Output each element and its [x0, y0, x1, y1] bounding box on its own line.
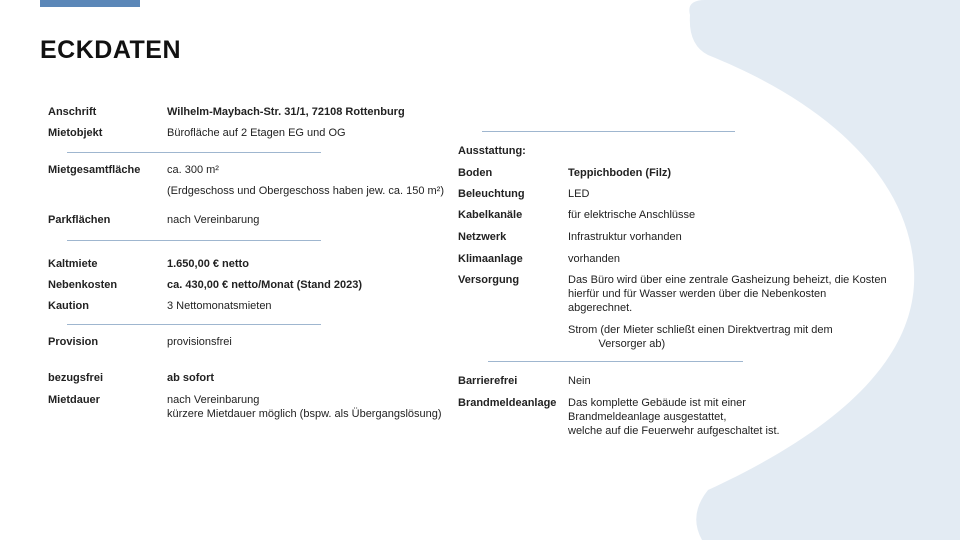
- value: LED: [568, 188, 590, 200]
- page-title: ECKDATEN: [40, 36, 182, 64]
- value: nach Vereinbarung: [167, 214, 260, 226]
- value: Das Büro wird über eine zentrale Gasheizung beheizt, die Kosten hierfür und für Wasser werden über die Nebenkosten abgerechnet.: [568, 274, 887, 314]
- value: Bürofläche auf 2 Etagen EG und OG: [167, 127, 346, 139]
- separator: [67, 152, 321, 153]
- label: Brandmeldeanlage: [458, 397, 557, 409]
- label: Mietdauer: [48, 394, 100, 406]
- label: Kaution: [48, 300, 89, 312]
- label: Klimaanlage: [458, 253, 523, 265]
- value: ab sofort: [167, 372, 215, 384]
- label: Mietobjekt: [48, 127, 103, 139]
- label: Parkflächen: [48, 214, 111, 226]
- separator: [482, 131, 735, 132]
- accent-bar: [40, 0, 140, 7]
- label: Boden: [458, 167, 493, 179]
- value: nach Vereinbarung kürzere Mietdauer möglich (bspw. als Übergangslösung): [167, 394, 442, 420]
- value: Teppichboden (Filz): [568, 167, 672, 179]
- separator: [488, 361, 743, 362]
- value: Strom (der Mieter schließt einen Direktvertrag mit dem Versorger ab): [568, 324, 833, 350]
- value: Nein: [568, 375, 591, 387]
- value: für elektrische Anschlüsse: [568, 209, 696, 221]
- separator: [67, 240, 321, 241]
- label: Mietgesamtfläche: [48, 164, 141, 176]
- value: Infrastruktur vorhanden: [568, 231, 682, 243]
- label: Barrierefrei: [458, 375, 518, 387]
- label: Nebenkosten: [48, 279, 118, 291]
- label: Provision: [48, 336, 99, 348]
- label: Anschrift: [48, 106, 97, 118]
- separator: [67, 324, 321, 325]
- value: ca. 300 m²: [167, 164, 219, 176]
- value: Wilhelm-Maybach-Str. 31/1, 72108 Rottenburg: [167, 106, 405, 118]
- value: (Erdgeschoss und Obergeschoss haben jew. ca. 150 m²): [167, 185, 444, 197]
- value: vorhanden: [568, 253, 620, 265]
- label: bezugsfrei: [48, 372, 104, 384]
- value: ca. 430,00 € netto/Monat (Stand 2023): [167, 279, 363, 291]
- label: Netzwerk: [458, 231, 507, 243]
- label: Kabelkanäle: [458, 209, 523, 221]
- label: Beleuchtung: [458, 188, 525, 200]
- label: Kaltmiete: [48, 258, 98, 270]
- value: 3 Nettomonatsmieten: [167, 300, 272, 312]
- label: Ausstattung:: [458, 145, 526, 157]
- value: 1.650,00 € netto: [167, 258, 249, 270]
- label: Versorgung: [458, 274, 520, 286]
- value: provisionsfrei: [167, 336, 232, 348]
- value: Das komplette Gebäude ist mit einer Brandmeldeanlage ausgestattet, welche auf die Feuerwehr aufgeschaltet ist.: [568, 397, 780, 437]
